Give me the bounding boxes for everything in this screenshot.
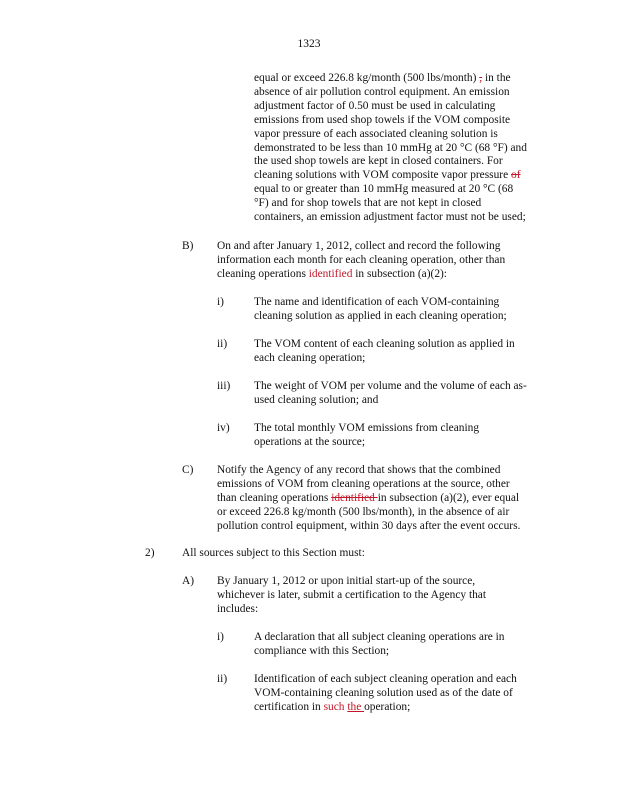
continuation-paragraph: equal or exceed 226.8 kg/month (500 lbs/month) , in the absence of air pollution control equipment. An emission adjustment factor of 0.50 must be used in calculating emissions from used shop towels if the VOM composite vapor pressure of each associated cleaning solution is demonstrated to be less than 10 mmHg at 20 °C (68 °F) and the used shop towels are kept in closed containers. For cleaning solutions with VOM composite vapor pressure of equal to or greater than 10 mmHg measured at 20 °C (68 °F) and for shop towels that are not kept in closed containers, an emission adjustment factor must not be used;	[254, 72, 527, 224]
subsection-C-text: Notify the Agency of any record that shows that the combined emissions of VOM from cleaning operations at the source, other than cleaning operations identified in subsection (a)(2), ever equal or exceed 226.8 kg/month (500 lbs/month), in the absence of air pollution control equipment, within 30 days after the event occurs.	[217, 464, 521, 532]
list-item: The weight of VOM per volume and the volume of each as- used cleaning solution; and	[254, 380, 527, 406]
item-label: ii)	[217, 673, 228, 685]
item-label: i)	[217, 631, 224, 643]
item-label: i)	[217, 296, 224, 308]
subsection-B-text: On and after January 1, 2012, collect and record the following information each month for each cleaning operation, other than cleaning operations identified in subsection (a)(2):	[217, 240, 506, 280]
subsection-label-C: C)	[182, 464, 194, 476]
section-2-text: All sources subject to this Section must:	[182, 547, 365, 559]
page-number: 1323	[297, 38, 321, 50]
list-item: Identification of each subject cleaning operation and each VOM-containing cleaning solution used as of the date of certification in such the operation;	[254, 673, 517, 713]
subsection-label-A: A)	[182, 575, 195, 587]
item-label: iii)	[217, 380, 231, 392]
list-item: The VOM content of each cleaning solution as applied in each cleaning operation;	[254, 338, 515, 364]
subsection-A-text: By January 1, 2012 or upon initial start-up of the source, whichever is later, submit a certification to the Agency that includes:	[217, 575, 487, 615]
section-label-2: 2)	[145, 547, 155, 559]
subsection-label-B: B)	[182, 240, 194, 252]
item-label: iv)	[217, 422, 230, 434]
list-item: A declaration that all subject cleaning operations are in compliance with this Section;	[254, 631, 505, 657]
item-label: ii)	[217, 338, 228, 350]
list-item: The name and identification of each VOM-containing cleaning solution as applied in each cleaning operation;	[254, 296, 507, 322]
list-item: The total monthly VOM emissions from cleaning operations at the source;	[254, 422, 480, 448]
